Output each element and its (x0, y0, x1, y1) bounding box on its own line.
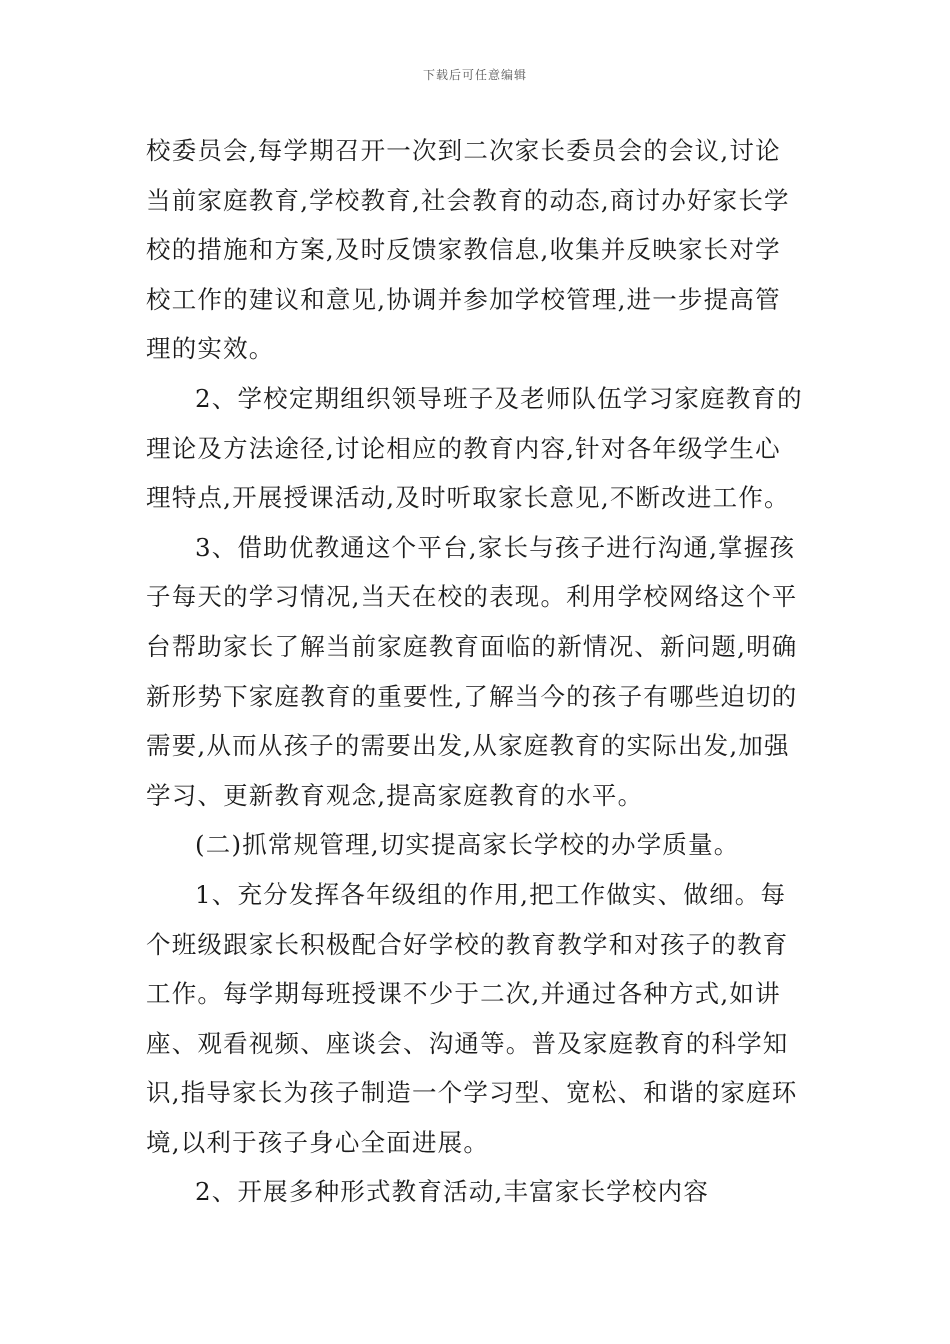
text-line: 校委员会,每学期召开一次到二次家长委员会的会议,讨论 (146, 136, 781, 165)
text-line: 理特点,开展授课活动,及时听取家长意见,不断改进工作。 (146, 483, 790, 513)
text-line: 校的措施和方案,及时反馈家教信息,收集并反映家长对学 (146, 235, 781, 265)
text-line: 个班级跟家长积极配合好学校的教育教学和对孩子的教育 (146, 929, 789, 959)
text-line: 理的实效。 (146, 334, 275, 364)
text-line: 学习、更新教育观念,提高家庭教育的水平。 (146, 780, 644, 810)
text-line: 识,指导家长为孩子制造一个学习型、宽松、和谐的家庭环 (146, 1078, 798, 1108)
text-line: 需要,从而从孩子的需要出发,从家庭教育的实际出发,加强 (146, 731, 790, 761)
text-line: 理论及方法途径,讨论相应的教育内容,针对各年级学生心 (146, 433, 781, 463)
text-line: 2、学校定期组织领导班子及老师队伍学习家庭教育的 (195, 383, 803, 413)
text-line: 校工作的建议和意见,协调并参加学校管理,进一步提高管 (146, 284, 781, 314)
text-line: 新形势下家庭教育的重要性,了解当今的孩子有哪些迫切的 (146, 681, 798, 711)
text-line: 工作。每学期每班授课不少于二次,并通过各种方式,如讲 (146, 979, 781, 1009)
text-line: 台帮助家长了解当前家庭教育面临的新情况、新问题,明确 (146, 631, 798, 661)
text-line: 3、借助优教通这个平台,家长与孩子进行沟通,掌握孩 (195, 532, 796, 562)
text-line: 境,以利于孩子身心全面进展。 (146, 1127, 490, 1157)
text-line: 子每天的学习情况,当天在校的表现。利用学校网络这个平 (146, 582, 798, 612)
text-line: 2、开展多种形式教育活动,丰富家长学校内容 (195, 1177, 710, 1207)
text-line: 当前家庭教育,学校教育,社会教育的动态,商讨办好家长学 (146, 185, 790, 215)
text-line: 1、充分发挥各年级组的作用,把工作做实、做细。每 (195, 879, 787, 909)
document-body (146, 126, 808, 1217)
text-line: 座、观看视频、座谈会、沟通等。普及家庭教育的科学知 (146, 1028, 789, 1058)
section-heading: (二)抓常规管理,切实提高家长学校的办学质量。 (195, 830, 740, 860)
page-header: 下载后可任意编辑 (422, 68, 527, 82)
